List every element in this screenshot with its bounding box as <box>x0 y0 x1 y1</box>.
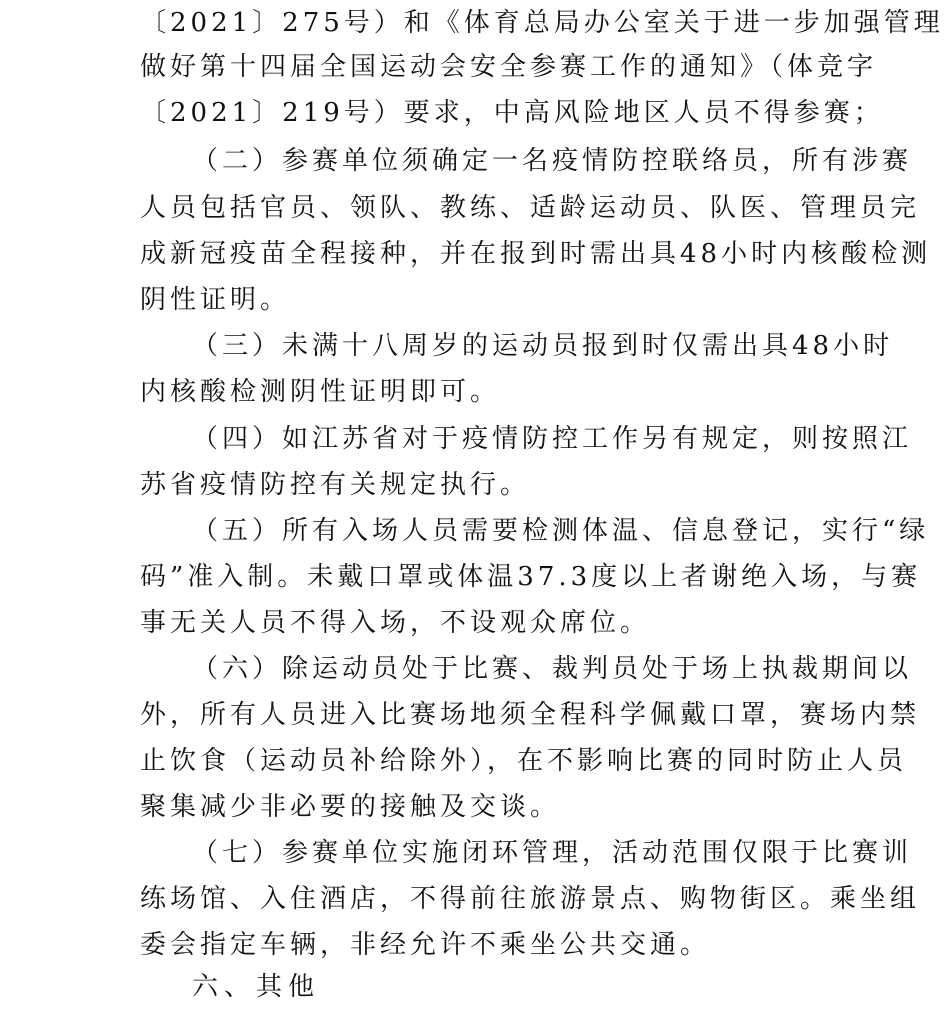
text-line-13: 码”准入制。未戴口罩或体温37.3度以上者谢绝入场，与赛 <box>140 562 922 592</box>
text-line-10: （四）如江苏省对于疫情防控工作另有规定，则按照江 <box>192 424 913 454</box>
text-line-2: 做好第十四届全国运动会安全参赛工作的通知》（体竞字 <box>140 52 878 82</box>
text-line-8: （三）未满十八周岁的运动员报到时仅需出具48小时 <box>192 331 894 361</box>
text-line-4: （二）参赛单位须确定一名疫情防控联络员，所有涉赛 <box>192 146 913 176</box>
text-line-3: 〔2021〕219号）要求，中高风险地区人员不得参赛； <box>140 98 884 128</box>
text-line-6: 成新冠疫苗全程接种，并在报到时需出具48小时内核酸检测 <box>140 239 932 269</box>
text-line-20: 练场馆、入住酒店，不得前往旅游景点、购物街区。乘坐组 <box>140 884 921 914</box>
text-line-14: 事无关人员不得入场，不设观众席位。 <box>140 608 651 638</box>
text-line-15: （六）除运动员处于比赛、裁判员处于场上执裁期间以 <box>192 654 913 684</box>
text-line-18: 聚集减少非必要的接触及交谈。 <box>140 792 561 822</box>
text-line-9: 内核酸检测阴性证明即可。 <box>140 377 501 407</box>
text-line-21: 委会指定车辆，非经允许不乘坐公共交通。 <box>140 930 711 960</box>
text-line-12: （五）所有入场人员需要检测体温、信息登记，实行“绿 <box>192 516 930 546</box>
section-heading-other: 六、其他 <box>192 972 321 1002</box>
text-line-5: 人员包括官员、领队、教练、适龄运动员、队医、管理员完 <box>140 193 921 223</box>
text-line-1: 〔2021〕275号）和《体育总局办公室关于进一步加强管理 <box>140 8 944 38</box>
text-line-16: 外，所有人员进入比赛场地须全程科学佩戴口罩，赛场内禁 <box>140 700 921 730</box>
text-line-7: 阴性证明。 <box>140 285 291 315</box>
text-line-19: （七）参赛单位实施闭环管理，活动范围仅限于比赛训 <box>192 838 913 868</box>
text-line-17: 止饮食（运动员补给除外），在不影响比赛的同时防止人员 <box>140 746 908 776</box>
text-line-11: 苏省疫情防控有关规定执行。 <box>140 470 531 500</box>
